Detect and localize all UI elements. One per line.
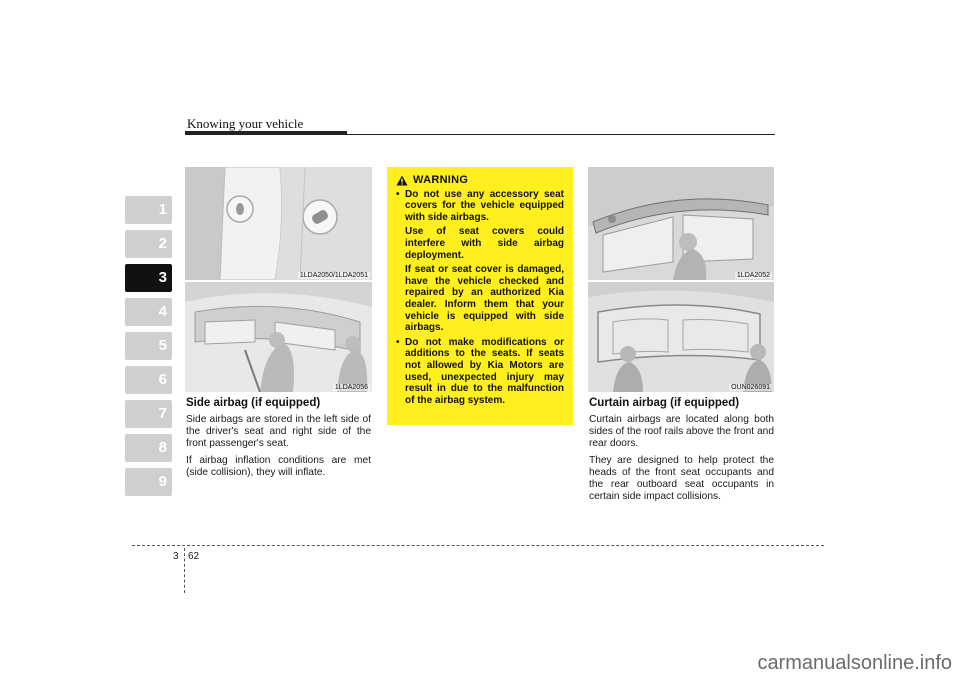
roof-rail-illustration [588, 167, 774, 280]
warning-item-1 [396, 189, 564, 334]
seat-illustration [185, 167, 372, 280]
photo-code-label: 1LDA2056 [334, 384, 368, 391]
side-airbag-seat-photo [185, 167, 372, 280]
warning-item-1-text: Do not use any accessory seat covers for the vehicle equipped with side airbags. [405, 188, 564, 223]
chapter-tab-6[interactable]: 6 [125, 366, 172, 394]
warning-item-2-text: Do not make modifications or additions to the seats. If seats not allowed by Kia Motors are used, unexpected injury may result in due to the malfunction of the airbag system. [405, 336, 564, 406]
chapter-tab-1[interactable]: 1 [125, 196, 172, 224]
curtain-deployed-illustration [588, 282, 774, 392]
chapter-tab-3[interactable]: 3 [125, 264, 172, 292]
side-airbag-paragraph-1: Side airbags are stored in the left side of the driver's seat and right side of the front passenger's seat. [186, 414, 371, 449]
photo-code-label: 1LDA2052 [736, 272, 770, 279]
warning-item-1-sub-1: Use of seat covers could interfere with side airbag deployment. [405, 226, 564, 261]
page-header-title: Knowing your vehicle [187, 116, 304, 131]
warning-item-1-sub-2: If seat or seat cover is damaged, have the vehicle checked and repaired by an authorized Kia dealer. Inform them that your vehicle is equipped with side airbags. [405, 264, 564, 334]
warning-triangle-icon [396, 175, 408, 186]
side-airbag-interior-photo [185, 282, 372, 392]
curtain-airbag-heading: Curtain airbag (if equipped) [589, 397, 740, 409]
curtain-airbag-paragraph-1: Curtain airbags are located along both sides of the roof rails above the front and rear doors. [589, 414, 774, 449]
curtain-airbag-roof-photo [588, 167, 774, 280]
footer-page-number: 62 [188, 551, 200, 562]
photo-code-label: 1LDA2050/1LDA2051 [299, 272, 368, 279]
warning-item-2 [396, 337, 564, 407]
warning-label: WARNING [413, 174, 469, 186]
curtain-airbag-deployed-photo [588, 282, 774, 392]
chapter-tab-4[interactable]: 4 [125, 298, 172, 326]
side-airbag-paragraph-2: If airbag inflation conditions are met (side collision), they will inflate. [186, 455, 371, 478]
chapter-tab-list [125, 196, 173, 502]
warning-box [387, 167, 573, 425]
bullet-icon: • [396, 336, 400, 348]
car-interior-illustration [185, 282, 372, 392]
header-rule [185, 134, 775, 135]
side-airbag-heading: Side airbag (if equipped) [186, 397, 321, 409]
photo-code-label: OUN026091 [731, 384, 770, 391]
footer-divider-vertical [184, 548, 185, 593]
footer-divider [132, 545, 824, 546]
warning-header [396, 175, 564, 187]
chapter-tab-9[interactable]: 9 [125, 468, 172, 496]
watermark: carmanualsonline.info [757, 652, 952, 674]
curtain-airbag-paragraph-2: They are designed to help protect the heads of the front seat occupants and the rear outboard seat occupants in certain side impact collisions. [589, 455, 774, 502]
chapter-tab-5[interactable]: 5 [125, 332, 172, 360]
chapter-tab-7[interactable]: 7 [125, 400, 172, 428]
chapter-tab-8[interactable]: 8 [125, 434, 172, 462]
footer-chapter-number: 3 [173, 551, 179, 562]
bullet-icon: • [396, 188, 400, 200]
chapter-tab-2[interactable]: 2 [125, 230, 172, 258]
